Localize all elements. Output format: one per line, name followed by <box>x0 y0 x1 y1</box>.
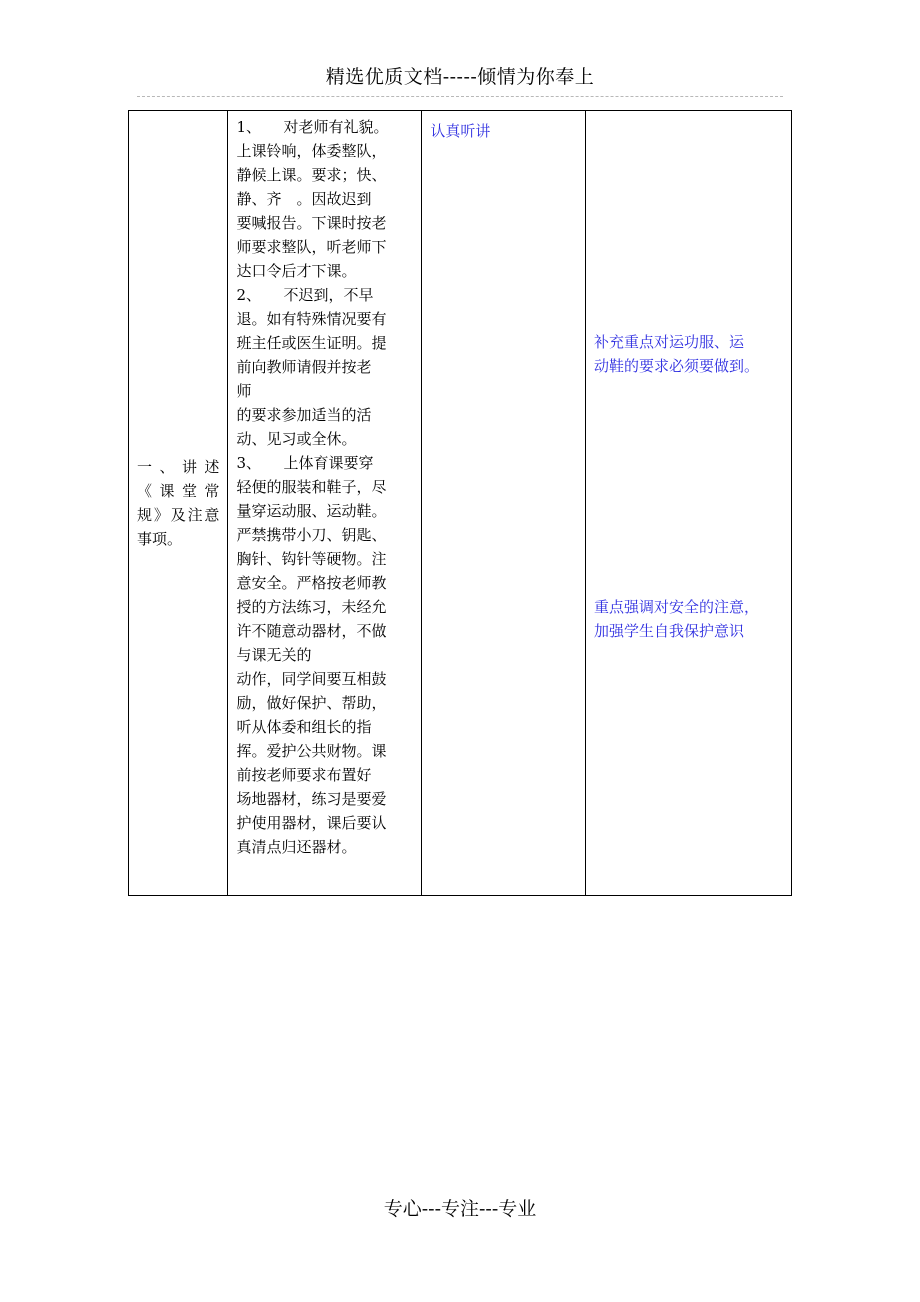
content-line: 场地器材，练习是要爱 <box>236 790 387 808</box>
content-line: 量穿运动服、运动鞋。 <box>236 502 387 520</box>
content-line: 静候上课。要求；快、 <box>236 166 387 184</box>
content-line: 与课无关的 <box>236 646 312 664</box>
content-line: 前按老师要求布置好 <box>236 766 372 784</box>
table-row <box>129 111 792 896</box>
note-uniform-requirement <box>594 330 789 378</box>
note-line: 补充重点对运功服、运 <box>594 333 745 351</box>
student-activity-cell <box>422 111 586 896</box>
content-line: 严禁携带小刀、钥匙、 <box>236 526 387 544</box>
content-line: 动作，同学间要互相鼓 <box>236 670 387 688</box>
content-line: 授的方法练习，未经允 <box>236 598 387 616</box>
content-line: 退。如有特殊情况要有 <box>236 310 387 328</box>
content-line: 许不随意动器材，不做 <box>236 622 387 640</box>
content-line: 2、 不迟到，不早 <box>236 286 374 304</box>
content-line: 1、 对老师有礼貌。 <box>236 118 389 136</box>
content-line: 3、 上体育课要穿 <box>236 454 374 472</box>
topic-text: 一、讲述《课堂常规》及注意事项。 <box>137 458 220 548</box>
content-line: 师 <box>236 382 252 400</box>
content-text <box>228 111 421 859</box>
content-line: 的要求参加适当的活 <box>236 406 372 424</box>
header-divider <box>137 96 783 97</box>
content-line: 师要求整队，听老师下 <box>236 238 387 256</box>
content-line: 要喊报告。下课时按老 <box>236 214 387 232</box>
content-line: 达口令后才下课。 <box>236 262 357 280</box>
content-line: 听从体委和组长的指 <box>236 718 372 736</box>
page-header: 精选优质文档-----倾情为你奉上 <box>325 66 595 88</box>
notes-cell <box>586 111 792 896</box>
page-footer: 专心---专注---专业 <box>383 1198 537 1220</box>
content-line: 静、齐 。因故迟到 <box>236 190 372 208</box>
content-line: 挥。爱护公共财物。课 <box>236 742 387 760</box>
content-line: 班主任或医生证明。提 <box>236 334 387 352</box>
content-line: 前向教师请假并按老 <box>236 358 372 376</box>
note-line: 加强学生自我保护意识 <box>594 622 745 640</box>
note-safety-emphasis <box>594 595 789 643</box>
topic-cell <box>129 111 228 896</box>
student-activity-text: 认真听讲 <box>430 122 491 140</box>
content-line: 真清点归还器材。 <box>236 838 357 856</box>
content-line: 轻便的服装和鞋子，尽 <box>236 478 387 496</box>
content-line: 胸针、钩针等硬物。注 <box>236 550 387 568</box>
content-line: 动、见习或全休。 <box>236 430 357 448</box>
content-line: 意安全。严格按老师教 <box>236 574 387 592</box>
note-line: 重点强调对安全的注意， <box>594 598 760 616</box>
content-line: 励，做好保护、帮助， <box>236 694 387 712</box>
content-cell <box>228 111 422 896</box>
lesson-plan-table <box>128 110 792 896</box>
content-line: 护使用器材，课后要认 <box>236 814 387 832</box>
note-line: 动鞋的要求必须要做到。 <box>594 357 760 375</box>
content-line: 上课铃响，体委整队， <box>236 142 387 160</box>
